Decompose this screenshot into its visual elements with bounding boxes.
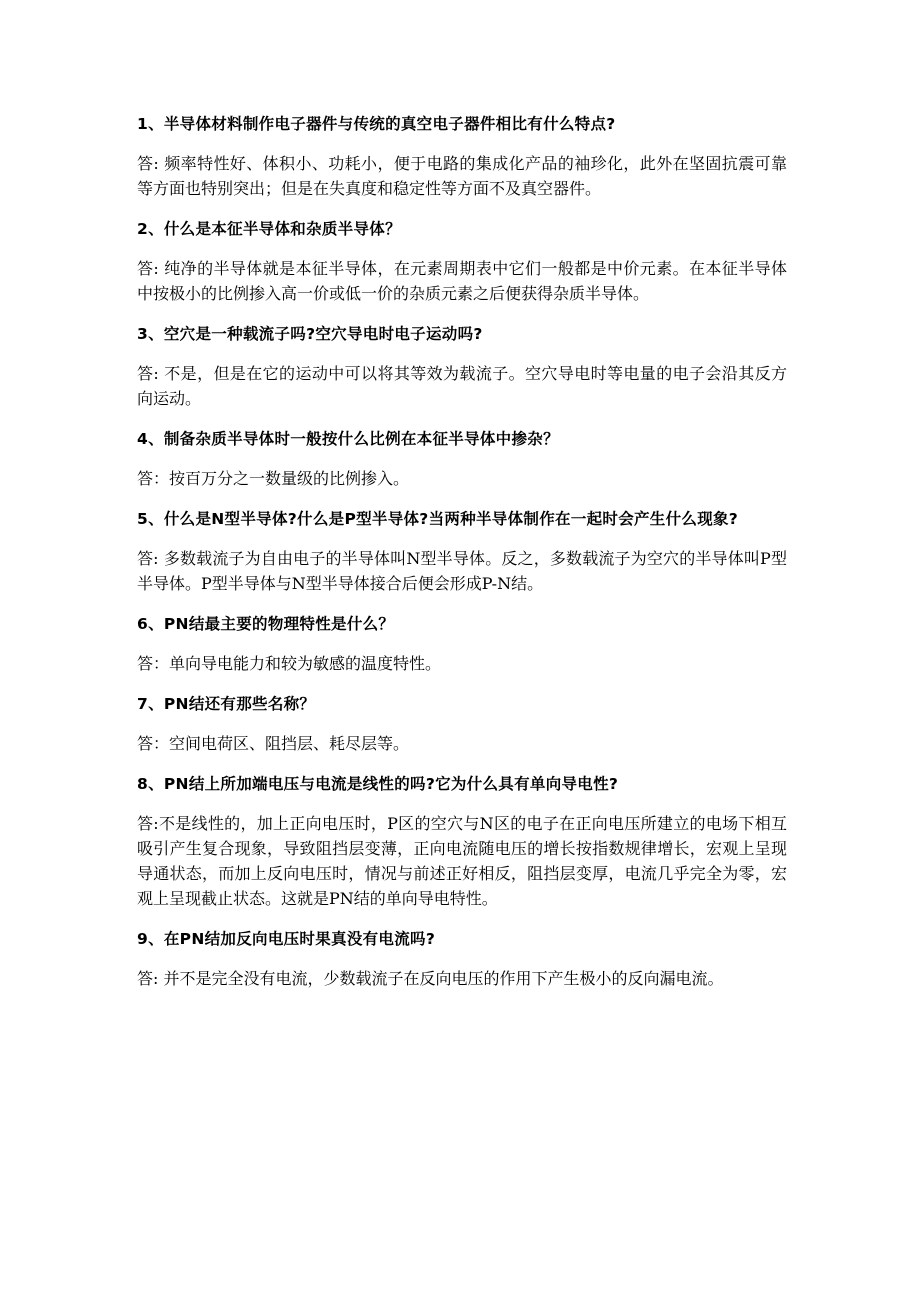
answer-5: 答: 多数载流子为自由电子的半导体叫N型半导体。反之，多数载流子为空穴的半导体叫P型半导体。P型半导体与N型半导体接合后便会形成P-N结。 [137, 549, 787, 593]
qa-item-2 [137, 217, 787, 306]
qa-item-9 [137, 927, 787, 991]
question-3: 3、空穴是一种载流子吗?空穴导电时电子运动吗? [137, 325, 483, 343]
qa-item-7 [137, 692, 787, 756]
answer-6: 答：单向导电能力和较为敏感的温度特性。 [137, 654, 442, 673]
answer-3: 答: 不是，但是在它的运动中可以将其等效为载流子。空穴导电时等电量的电子会沿其反方向运动。 [137, 364, 787, 408]
qa-item-4 [137, 427, 787, 491]
question-6: 6、PN结最主要的物理特性是什么？ [137, 615, 395, 633]
answer-7: 答：空间电荷区、阻挡层、耗尽层等。 [137, 734, 410, 753]
qa-item-3 [137, 322, 787, 411]
question-2: 2、什么是本征半导体和杂质半导体？ [137, 220, 401, 238]
document-page [137, 112, 787, 1007]
question-4: 4、制备杂质半导体时一般按什么比例在本征半导体中掺杂？ [137, 430, 559, 448]
answer-8: 答:不是线性的，加上正向电压时，P区的空穴与N区的电子在正向电压所建立的电场下相互吸引产生复合现象，导致阻挡层变薄，正向电流随电压的增长按指数规律增长，宏观上呈现导通状态，而加上反向电压时，情况与前述正好相反，阻挡层变厚，电流几乎完全为零，宏观上呈现截止状态。这就是PN结的单向导电特性。 [137, 814, 787, 908]
qa-item-6 [137, 612, 787, 676]
qa-item-5 [137, 507, 787, 596]
answer-1: 答: 频率特性好、体积小、功耗小，便于电路的集成化产品的袖珍化，此外在坚固抗震可靠等方面也特别突出；但是在失真度和稳定性等方面不及真空器件。 [137, 154, 787, 198]
question-5: 5、什么是N型半导体?什么是P型半导体?当两种半导体制作在一起时会产生什么现象? [137, 510, 739, 528]
qa-item-8 [137, 772, 787, 911]
answer-4: 答：按百万分之一数量级的比例掺入。 [137, 469, 410, 488]
question-7: 7、PN结还有那些名称？ [137, 695, 316, 713]
qa-item-1 [137, 112, 787, 201]
answer-2: 答: 纯净的半导体就是本征半导体，在元素周期表中它们一般都是中价元素。在本征半导体中按极小的比例掺入高一价或低一价的杂质元素之后便获得杂质半导体。 [137, 259, 787, 303]
answer-9: 答: 并不是完全没有电流，少数载流子在反向电压的作用下产生极小的反向漏电流。 [137, 969, 724, 988]
question-1: 1、半导体材料制作电子器件与传统的真空电子器件相比有什么特点? [137, 115, 616, 133]
question-9: 9、在PN结加反向电压时果真没有电流吗? [137, 930, 436, 948]
question-8: 8、PN结上所加端电压与电流是线性的吗?它为什么具有单向导电性? [137, 775, 619, 793]
